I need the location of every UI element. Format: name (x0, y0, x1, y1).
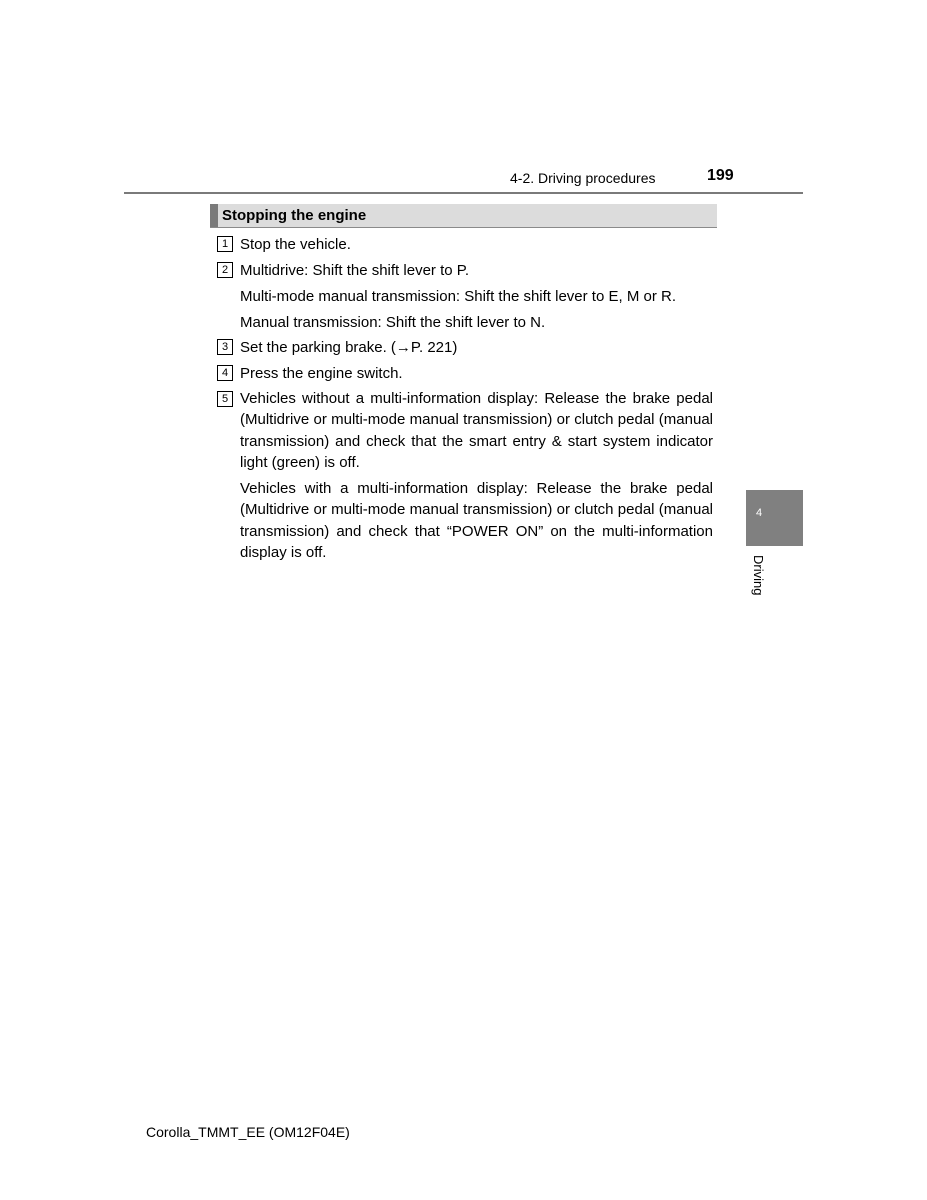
chapter-label: Driving (751, 555, 766, 596)
running-header-section: 4-2. Driving procedures (510, 170, 656, 186)
footer-document-id: Corolla_TMMT_EE (OM12F04E) (146, 1124, 350, 1140)
step-4-text: Press the engine switch. (240, 365, 403, 382)
step-number-5: 5 (217, 391, 233, 407)
chapter-number: 4 (756, 507, 763, 519)
step-number-4: 4 (217, 365, 233, 381)
section-heading-bar (210, 204, 717, 228)
section-title: Stopping the engine (222, 207, 367, 224)
step-number-2: 2 (217, 262, 233, 278)
step-number-1: 1 (217, 236, 233, 252)
step-5-paragraph-with-display: Vehicles with a multi-information display: Release the brake pedal (Multidrive or multi-mode manual transmission) or clutch pedal (manual transmission) and check that “POWER ON” on the multi-information display is off. (240, 480, 713, 562)
step-1-text: Stop the vehicle. (240, 236, 351, 253)
chapter-tab (746, 490, 803, 546)
section-heading-accent (210, 204, 218, 227)
header-divider (124, 192, 803, 194)
step-2-text-multidrive: Multidrive: Shift the shift lever to P. (240, 262, 469, 279)
step-2-text-multi-mode: Multi-mode manual transmission: Shift the shift lever to E, M or R. (240, 288, 676, 305)
step-number-3: 3 (217, 339, 233, 355)
page-number: 199 (707, 167, 734, 184)
step-3-text: Set the parking brake. (→P. 221) (240, 339, 458, 356)
step-2-text-manual: Manual transmission: Shift the shift lever to N. (240, 314, 546, 331)
step-5-paragraph-without-display: Vehicles without a multi-information display: Release the brake pedal (Multidrive or multi-mode manual transmission) or clutch pedal (manual transmission) and check that the smart entry & start system indicator light (green) is off. (240, 390, 713, 472)
